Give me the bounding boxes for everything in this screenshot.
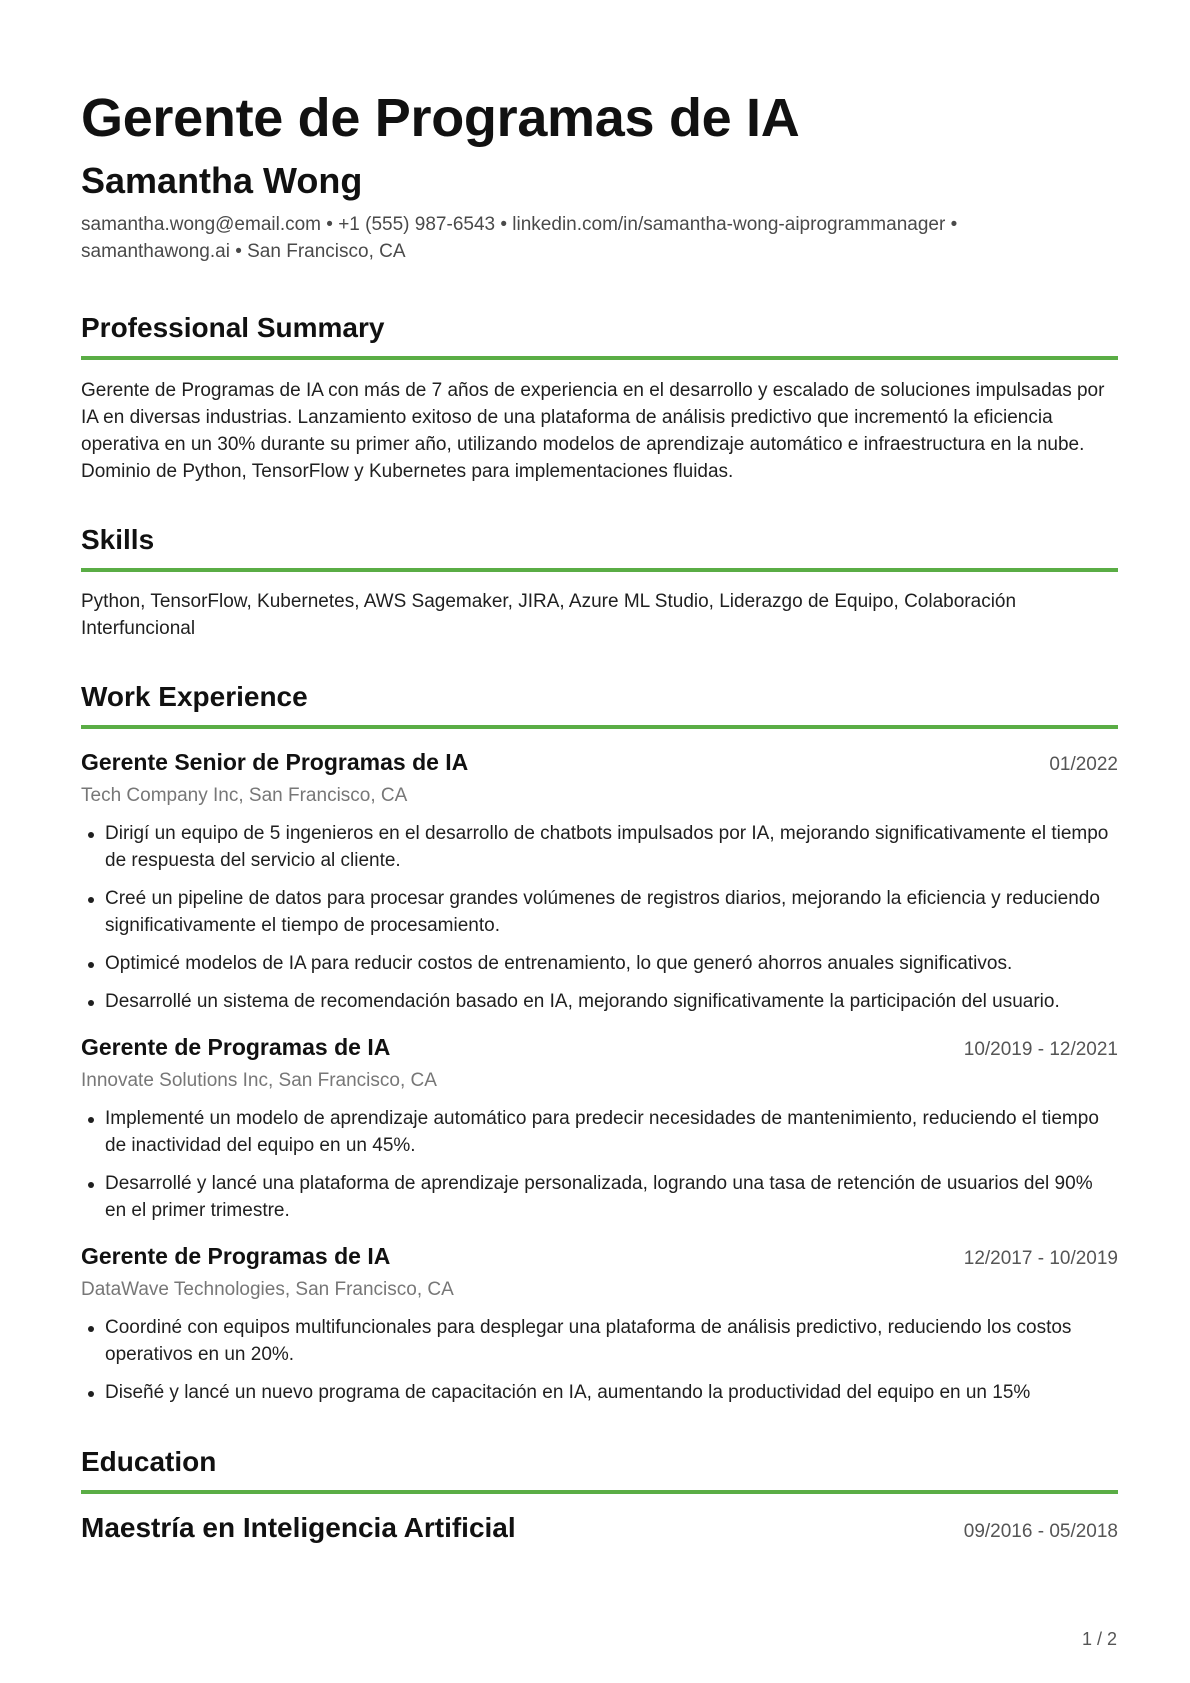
job-bullets xyxy=(81,820,1118,1015)
experience-section xyxy=(81,679,1118,1406)
list-item: Dirigí un equipo de 5 ingenieros en el desarrollo de chatbots impulsados por IA, mejorando significativamente el tiempo de respuesta del servicio al cliente. xyxy=(81,820,1118,874)
job-company: Innovate Solutions Inc, San Francisco, CA xyxy=(81,1070,437,1091)
education-entry xyxy=(81,1510,1118,1546)
job-date: 12/2017 - 10/2019 xyxy=(963,1248,1118,1269)
list-item: Optimicé modelos de IA para reducir costos de entrenamiento, lo que generó ahorros anuales significativos. xyxy=(81,950,1118,977)
summary-section xyxy=(81,310,1118,485)
section-divider xyxy=(81,568,1118,572)
job-entry xyxy=(81,1241,1118,1406)
section-title: Professional Summary xyxy=(81,312,385,343)
section-divider xyxy=(81,725,1118,729)
job-header xyxy=(81,1241,1118,1272)
skills-section xyxy=(81,522,1118,642)
job-header xyxy=(81,747,1118,778)
page-number: 1 / 2 xyxy=(1081,1629,1117,1649)
resume-title: Gerente de Programas de IA xyxy=(81,88,800,148)
candidate-name: Samantha Wong xyxy=(81,160,363,201)
contact-line: samanthawong.ai • San Francisco, CA xyxy=(81,241,406,262)
section-title: Skills xyxy=(81,524,155,555)
contact-line: samantha.wong@email.com • +1 (555) 987-6543 • linkedin.com/in/samantha-wong-aiprogrammanager • xyxy=(81,214,958,235)
job-title: Gerente Senior de Programas de IA xyxy=(81,749,469,775)
job-title: Gerente de Programas de IA xyxy=(81,1034,391,1060)
list-item: Desarrollé y lancé una plataforma de aprendizaje personalizada, logrando una tasa de retención de usuarios del 90% en el primer trimestre. xyxy=(81,1170,1118,1224)
job-bullets xyxy=(81,1314,1118,1406)
contact-info xyxy=(81,211,1118,265)
list-item: Desarrollé un sistema de recomendación basado en IA, mejorando significativamente la participación del usuario. xyxy=(81,988,1118,1015)
job-header xyxy=(81,1032,1118,1063)
resume-content xyxy=(81,82,1118,1546)
section-divider xyxy=(81,356,1118,360)
job-title: Gerente de Programas de IA xyxy=(81,1243,391,1269)
list-item: Diseñé y lancé un nuevo programa de capacitación en IA, aumentando la productividad del equipo en un 15% xyxy=(81,1379,1118,1406)
job-date: 10/2019 - 12/2021 xyxy=(963,1039,1118,1060)
skills-text: Python, TensorFlow, Kubernetes, AWS Sagemaker, JIRA, Azure ML Studio, Liderazgo de Equipo, Colaboración Interfuncional xyxy=(81,591,1017,639)
education-date: 09/2016 - 05/2018 xyxy=(963,1521,1118,1542)
degree-title: Maestría en Inteligencia Artificial xyxy=(81,1512,516,1543)
list-item: Creé un pipeline de datos para procesar grandes volúmenes de registros diarios, mejorando la eficiencia y reduciendo significativamente el tiempo de procesamiento. xyxy=(81,885,1118,939)
job-entry xyxy=(81,747,1118,1015)
job-date: 01/2022 xyxy=(1049,754,1118,775)
job-entry xyxy=(81,1032,1118,1224)
education-section xyxy=(81,1444,1118,1546)
section-divider xyxy=(81,1490,1118,1494)
job-company: DataWave Technologies, San Francisco, CA xyxy=(81,1279,454,1300)
list-item: Coordiné con equipos multifuncionales para desplegar una plataforma de análisis predictivo, reduciendo los costos operativos en un 20%. xyxy=(81,1314,1118,1368)
section-title: Work Experience xyxy=(81,681,308,712)
job-bullets xyxy=(81,1105,1118,1224)
job-company: Tech Company Inc, San Francisco, CA xyxy=(81,785,408,806)
list-item: Implementé un modelo de aprendizaje automático para predecir necesidades de mantenimiento, reduciendo el tiempo de inactividad del equipo en un 45%. xyxy=(81,1105,1118,1159)
section-title: Education xyxy=(81,1446,217,1477)
summary-text: Gerente de Programas de IA con más de 7 años de experiencia en el desarrollo y escalado de soluciones impulsadas por IA en diversas industrias. Lanzamiento exitoso de una plataforma de análisis predictivo que incrementó la eficiencia operativa en un 30% durante su primer año, utilizando modelos de aprendizaje automático e infraestructura en la nube. Dominio de Python, TensorFlow y Kubernetes para implementaciones fluidas. xyxy=(81,380,1105,482)
